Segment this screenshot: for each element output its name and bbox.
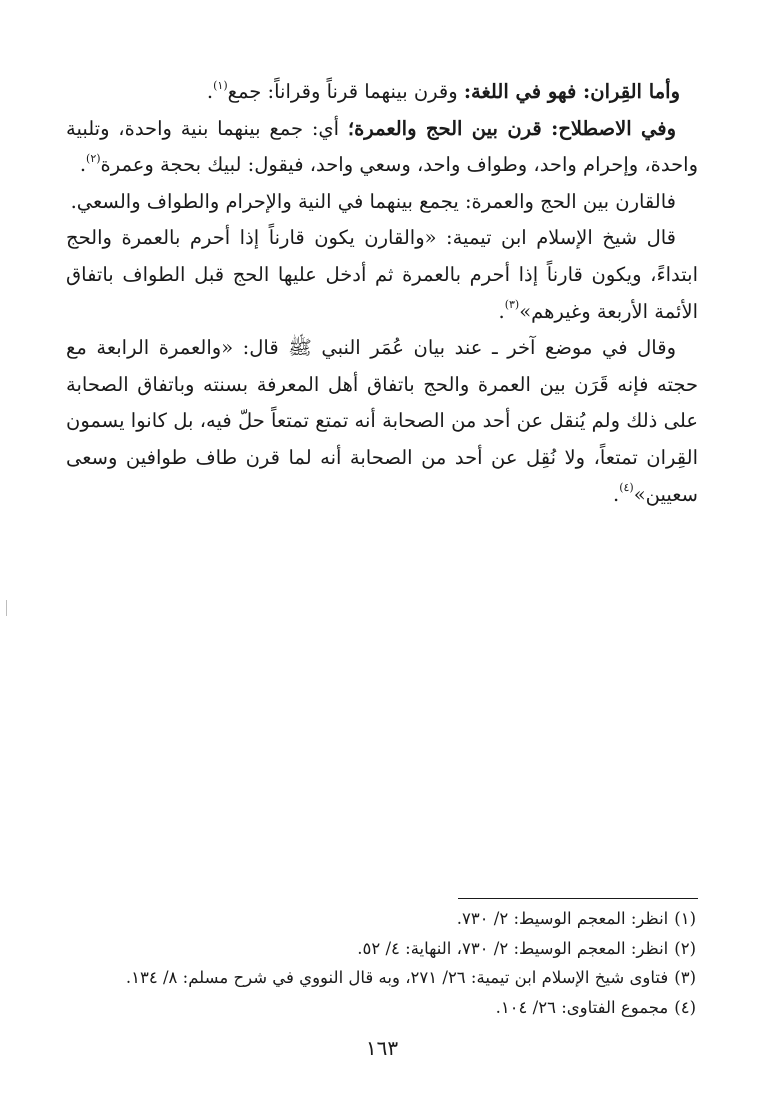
paragraph-istilah: [66, 111, 698, 184]
paragraph-tail: .: [206, 80, 214, 103]
page-number: ١٦٣: [365, 1036, 399, 1060]
paragraph-text: أي: جمع بينهما بنية واحدة، وتلبية واحدة، وإحرام واحد، وطواف واحد، وسعي واحد، فيقول: لبيك بحجة وعمرة: [66, 116, 698, 177]
body-text: [66, 74, 698, 513]
footnote-ref-4[interactable]: (٤): [619, 481, 634, 495]
footnote-ref-1[interactable]: (١): [213, 78, 228, 92]
footnote-4: [66, 993, 696, 1023]
footnote-ref-3[interactable]: (٣): [504, 298, 520, 312]
footnote-divider: [458, 898, 698, 899]
term-lughah: وأما القِران: فهو في اللغة:: [463, 80, 680, 103]
scan-margin-mark: [6, 600, 7, 616]
paragraph-lughah: [66, 74, 698, 111]
footnote-text: فتاوى شيخ الإسلام ابن تيمية: ٢٦/ ٢٧١، وبه قال النووي في شرح مسلم: ٨/ ١٣٤.: [125, 968, 669, 987]
footnote-2: [66, 934, 696, 964]
paragraph-text: قال شيخ الإسلام ابن تيمية: «والقارن يكون قارناً إذا أحرم بالعمرة والحج ابتداءً، ويكون قارناً إذا أحرم بالعمرة ثم أدخل عليها الحج قبل الطواف باتفاق الأئمة الأربعة وغيرهم»: [66, 226, 698, 323]
footnote-number: (٤): [674, 997, 696, 1017]
footnote-1: [66, 904, 696, 934]
footnotes: [66, 904, 696, 1022]
footnote-number: (٢): [674, 938, 696, 958]
footnote-number: (١): [674, 909, 696, 928]
paragraph-ibn-taymiyyah-quote-1: [66, 220, 698, 330]
footnote-number: (٣): [674, 968, 696, 987]
footnote-text: مجموع الفتاوى: ٢٦/ ١٠٤.: [495, 997, 669, 1017]
paragraph-tail: .: [498, 299, 505, 323]
paragraph-text: وقال في موضع آخر ـ عند بيان عُمَر النبي ﷺ قال: «والعمرة الرابعة مع حجته فإنه قَرَن بين العمرة والحج باتفاق أهل المعرفة بسنته وباتفاق الصحابة على ذلك ولم يُنقل عن أحد من الصحابة أنه تمتع تمتعاً حلّ فيه، بل كانوا يسمون القِران تمتعاً، ولا نُقِل عن أحد من الصحابة أنه لما قرن طاف طوافين وسعى سعيين»: [66, 336, 698, 506]
paragraph-tail: .: [612, 482, 620, 506]
paragraph-text: فالقارن بين الحج والعمرة: يجمع بينهما في النية والإحرام والطواف والسعي.: [70, 189, 676, 213]
footnote-3: [66, 963, 696, 993]
footnote-text: انظر: المعجم الوسيط: ٢/ ٧٣٠.: [456, 909, 669, 928]
paragraph-text: وقرن بينهما قرناً وقراناً: جمع: [227, 80, 464, 103]
paragraph-tail: .: [79, 153, 87, 177]
term-istilah: وفي الاصطلاح: قرن بين الحج والعمرة؛: [347, 116, 677, 140]
paragraph-ibn-taymiyyah-quote-2: [66, 330, 698, 513]
footnote-text: انظر: المعجم الوسيط: ٢/ ٧٣٠، النهاية: ٤/ ٥٢.: [357, 938, 669, 958]
footnote-ref-2[interactable]: (٢): [86, 151, 101, 165]
paragraph-qarin: [66, 184, 698, 221]
